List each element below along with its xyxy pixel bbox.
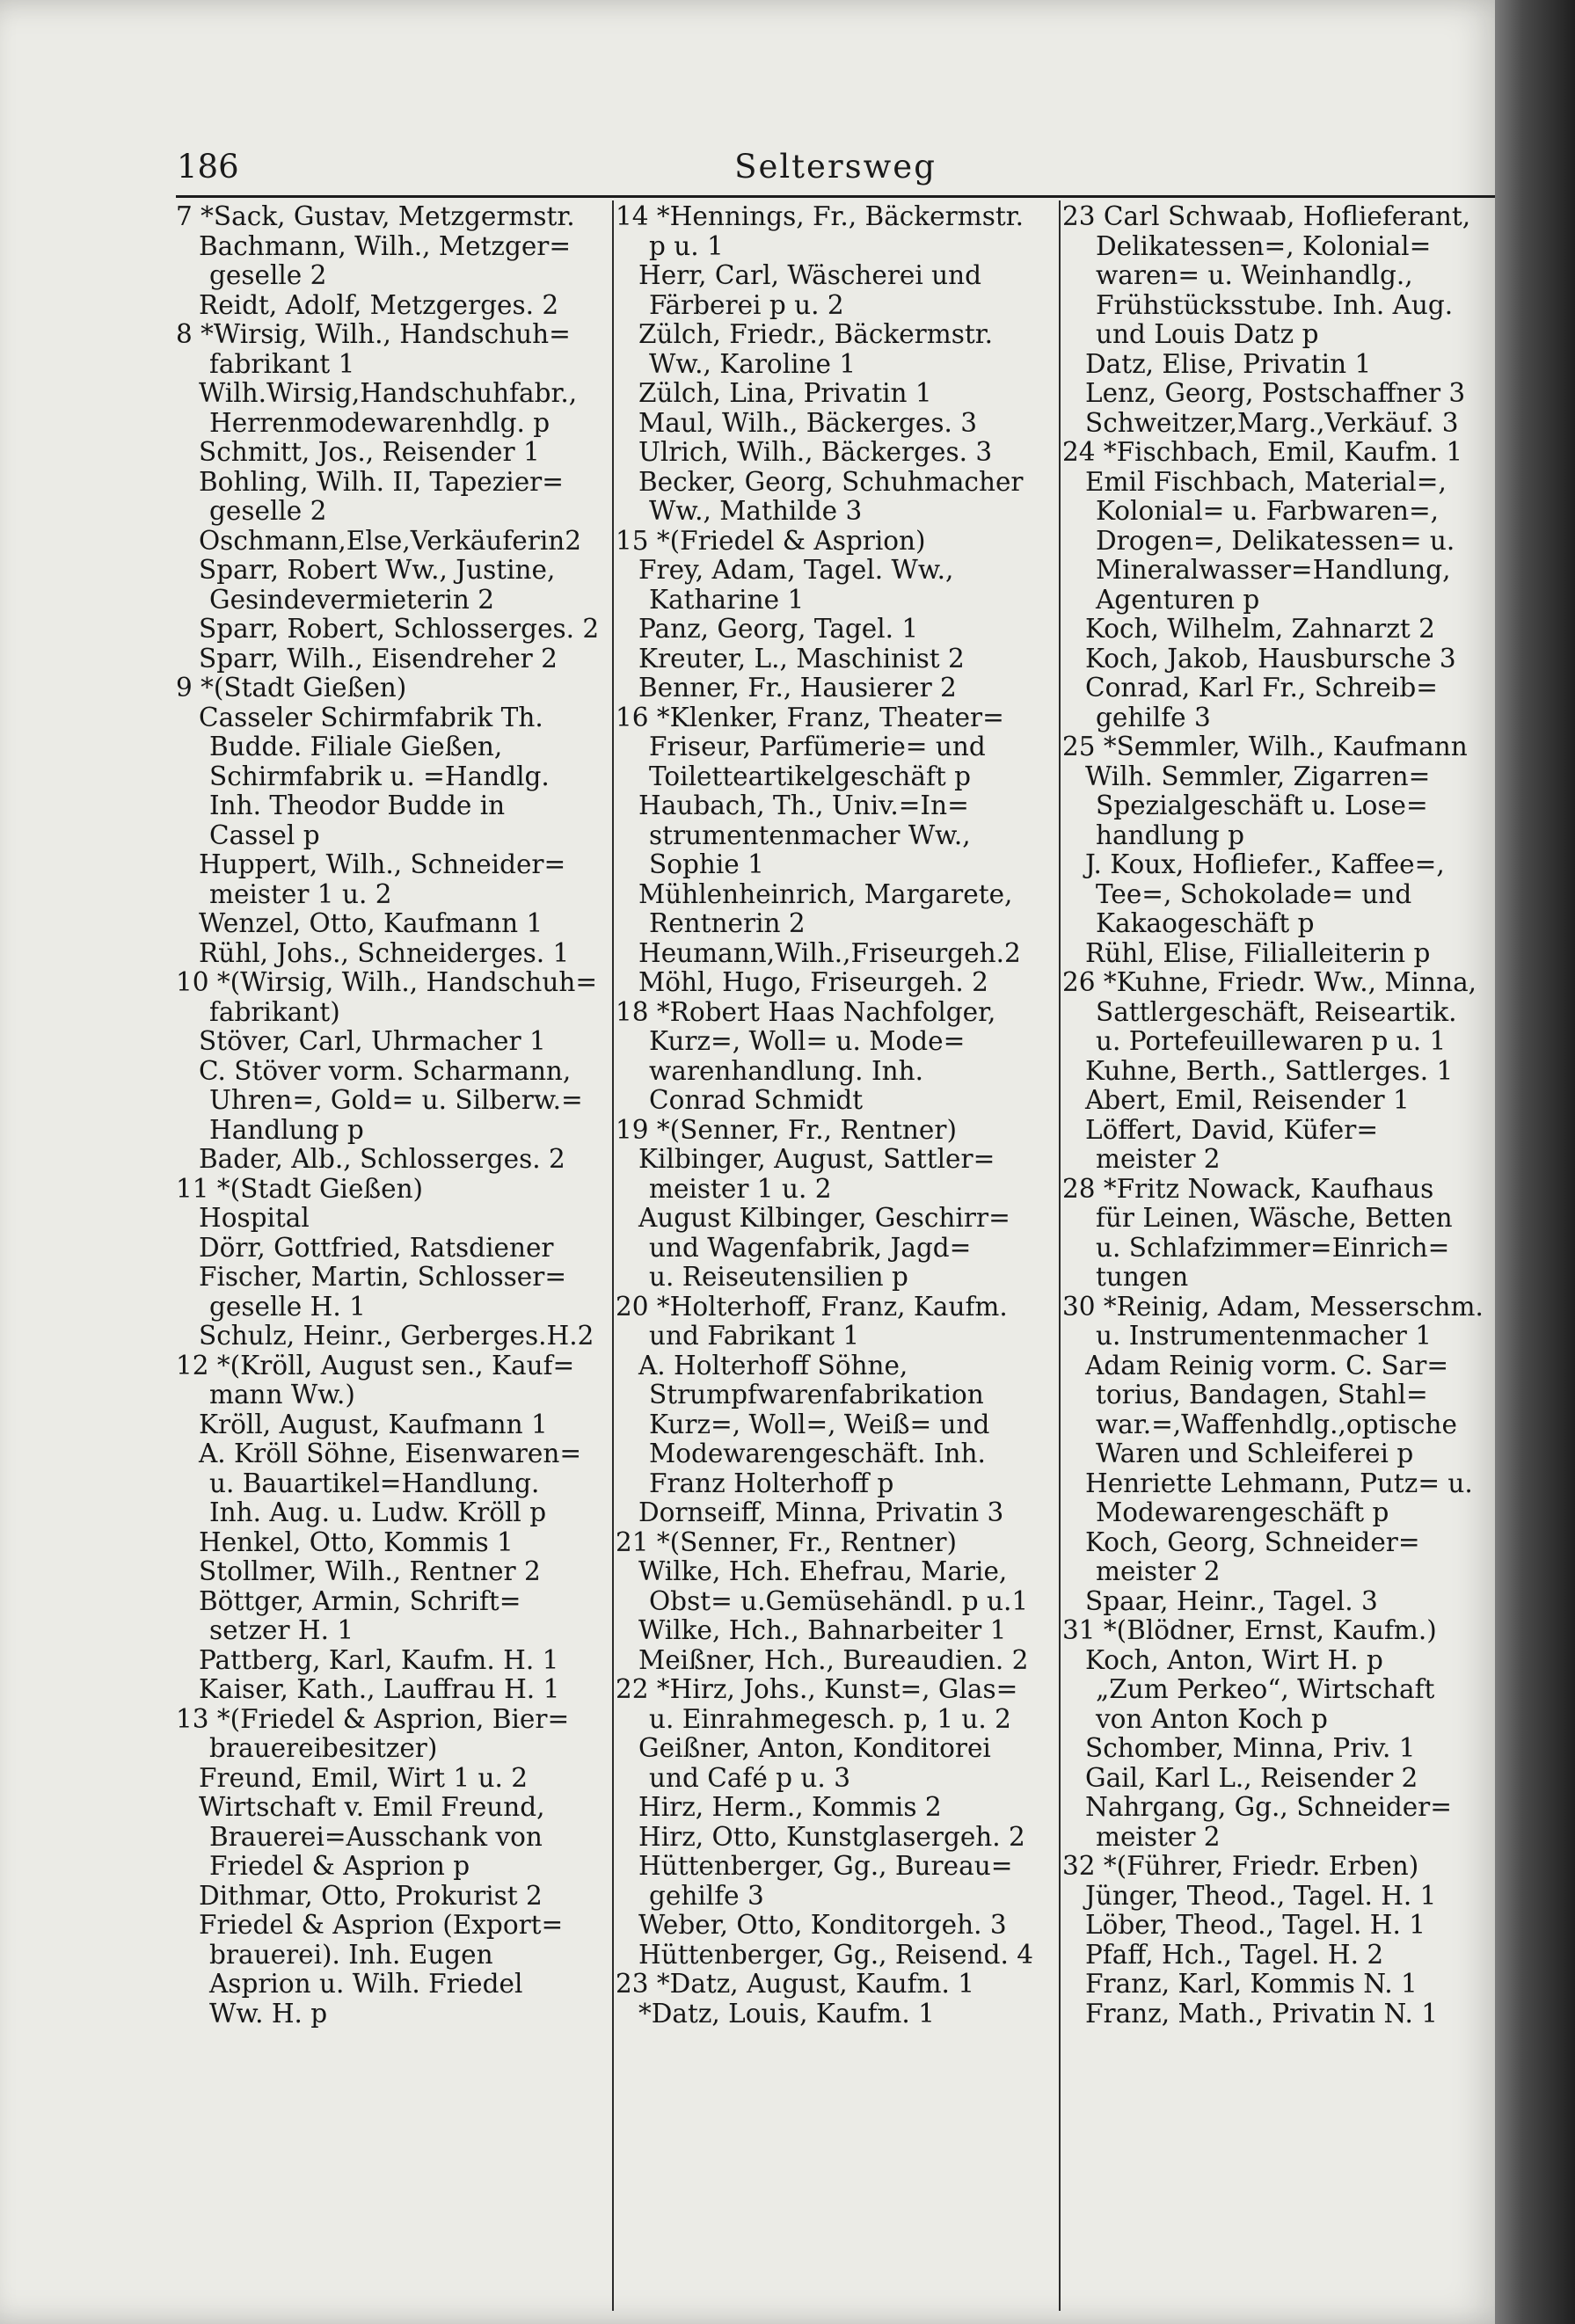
resident-entry: tungen <box>1096 1263 1189 1292</box>
resident-entry: Schulz, Heinr., Gerberges.H.2 <box>199 1322 594 1351</box>
resident-entry: Koch, Georg, Schneider= <box>1085 1527 1420 1557</box>
house-number-entry: 11 *(Stadt Gießen) <box>176 1174 424 1204</box>
resident-entry: Koch, Anton, Wirt H. p <box>1085 1645 1383 1675</box>
resident-entry: Heumann,Wilh.,Friseurgeh.2 <box>638 938 1021 968</box>
resident-entry: Hirz, Herm., Kommis 2 <box>638 1793 942 1822</box>
resident-entry: meister 2 <box>1096 1557 1221 1586</box>
resident-entry: Inh. Aug. u. Ludw. Kröll p <box>209 1498 547 1527</box>
resident-entry: von Anton Koch p <box>1096 1704 1328 1734</box>
resident-entry: Kurz=, Woll=, Weiß= und <box>649 1410 990 1439</box>
resident-entry: Waren und Schleiferei p <box>1096 1439 1414 1468</box>
resident-entry: Herr, Carl, Wäscherei und <box>638 261 982 290</box>
resident-entry: Wilke, Hch., Bahnarbeiter 1 <box>638 1616 1007 1645</box>
resident-entry: Dornseiff, Minna, Privatin 3 <box>638 1498 1004 1527</box>
resident-entry: Kolonial= u. Farbwaren=, <box>1096 497 1440 526</box>
resident-entry: Cassel p <box>209 820 320 850</box>
resident-entry: Friedel & Asprion p <box>209 1852 470 1881</box>
resident-entry: Drogen=, Delikatessen= u. <box>1096 526 1455 556</box>
resident-entry: Böttger, Armin, Schrift= <box>199 1586 521 1616</box>
resident-entry: Zülch, Lina, Privatin 1 <box>638 379 932 408</box>
resident-entry: Sattlergeschäft, Reiseartik. <box>1096 997 1457 1027</box>
resident-entry: Franz, Math., Privatin N. 1 <box>1085 1999 1438 2029</box>
house-number-entry: 24 *Fischbach, Emil, Kaufm. 1 <box>1062 438 1463 467</box>
resident-entry: Lenz, Georg, Postschaffner 3 <box>1085 379 1466 408</box>
resident-entry: Abert, Emil, Reisender 1 <box>1085 1086 1410 1115</box>
resident-entry: Sophie 1 <box>649 850 764 879</box>
resident-entry: Kilbinger, August, Sattler= <box>638 1145 995 1174</box>
resident-entry: Meißner, Hch., Bureaudien. 2 <box>638 1645 1029 1675</box>
resident-entry: Tee=, Schokolade= und <box>1096 879 1412 909</box>
resident-entry: Frühstücksstube. Inh. Aug. <box>1096 290 1454 320</box>
house-number-entry: 32 *(Führer, Friedr. Erben) <box>1062 1852 1419 1881</box>
resident-entry: A. Holterhoff Söhne, <box>638 1351 908 1381</box>
resident-entry: setzer H. 1 <box>209 1616 354 1645</box>
resident-entry: Toiletteartikelgeschäft p <box>649 761 972 791</box>
column-1 <box>176 202 609 2313</box>
resident-entry: *Datz, Louis, Kaufm. 1 <box>638 1999 935 2029</box>
resident-entry: Brauerei=Ausschank von <box>209 1822 543 1852</box>
resident-entry: Panz, Georg, Tagel. 1 <box>638 615 919 644</box>
resident-entry: Delikatessen=, Kolonial= <box>1096 231 1432 261</box>
house-number-entry: 14 *Hennings, Fr., Bäckermstr. <box>616 202 1024 231</box>
resident-entry: Zülch, Friedr., Bäckermstr. <box>638 320 993 349</box>
resident-entry: Dithmar, Otto, Prokurist 2 <box>199 1881 543 1911</box>
resident-entry: August Kilbinger, Geschirr= <box>638 1204 1010 1233</box>
resident-entry: Hirz, Otto, Kunstglasergeh. 2 <box>638 1822 1025 1852</box>
resident-entry: Rühl, Elise, Filialleiterin p <box>1085 938 1431 968</box>
resident-entry: handlung p <box>1096 820 1245 850</box>
resident-entry: p u. 1 <box>649 231 724 261</box>
resident-entry: Dörr, Gottfried, Ratsdiener <box>199 1233 554 1263</box>
resident-entry: mann Ww.) <box>209 1381 355 1410</box>
page-header <box>171 148 1499 200</box>
resident-entry: gehilfe 3 <box>649 1881 764 1911</box>
house-number-entry: 13 *(Friedel & Asprion, Bier= <box>176 1704 570 1734</box>
resident-entry: Emil Fischbach, Material=, <box>1085 467 1447 497</box>
resident-entry: Friseur, Parfümerie= und <box>649 732 986 761</box>
resident-entry: Hüttenberger, Gg., Reisend. 4 <box>638 1940 1033 1970</box>
resident-entry: Sparr, Wilh., Eisendreher 2 <box>199 644 558 674</box>
resident-entry: Maul, Wilh., Bäckerges. 3 <box>638 408 978 438</box>
resident-entry: Haubach, Th., Univ.=In= <box>638 791 969 820</box>
resident-entry: Bachmann, Wilh., Metzger= <box>199 231 572 261</box>
resident-entry: waren= u. Weinhandlg., <box>1096 261 1413 290</box>
house-number-entry: 16 *Klenker, Franz, Theater= <box>616 703 1004 732</box>
street-title: Seltersweg <box>734 148 937 186</box>
resident-entry: Handlung p <box>209 1115 364 1145</box>
resident-entry: Schirmfabrik u. =Handlg. <box>209 761 550 791</box>
resident-entry: Nahrgang, Gg., Schneider= <box>1085 1793 1452 1822</box>
resident-entry: Modewarengeschäft p <box>1096 1498 1389 1527</box>
house-number-entry: 7 *Sack, Gustav, Metzgermstr. <box>176 202 575 231</box>
resident-entry: Löber, Theod., Tagel. H. 1 <box>1085 1911 1426 1940</box>
resident-entry: Wilh.Wirsig,Handschuhfabr., <box>199 379 578 408</box>
resident-entry: C. Stöver vorm. Scharmann, <box>199 1056 572 1086</box>
house-number-entry: 21 *(Senner, Fr., Rentner) <box>616 1527 957 1557</box>
resident-entry: meister 2 <box>1096 1145 1221 1174</box>
resident-entry: u. Portefeuillewaren p u. 1 <box>1096 1027 1447 1056</box>
resident-entry: Pattberg, Karl, Kaufm. H. 1 <box>199 1645 559 1675</box>
resident-entry: Katharine 1 <box>649 585 805 615</box>
resident-entry: Stöver, Carl, Uhrmacher 1 <box>199 1027 546 1056</box>
house-number-entry: 30 *Reinig, Adam, Messerschm. <box>1062 1292 1484 1322</box>
resident-entry: strumentenmacher Ww., <box>649 820 971 850</box>
resident-entry: Ulrich, Wilh., Bäckerges. 3 <box>638 438 993 467</box>
resident-entry: Strumpfwarenfabrikation <box>649 1381 984 1410</box>
resident-entry: Freund, Emil, Wirt 1 u. 2 <box>199 1763 529 1793</box>
resident-entry: Löffert, David, Küfer= <box>1085 1115 1379 1145</box>
resident-entry: für Leinen, Wäsche, Betten <box>1096 1204 1453 1233</box>
resident-entry: Sparr, Robert Ww., Justine, <box>199 556 556 585</box>
resident-entry: Kurz=, Woll= u. Mode= <box>649 1027 966 1056</box>
resident-entry: u. Instrumentenmacher 1 <box>1096 1322 1433 1351</box>
resident-entry: Reidt, Adolf, Metzgerges. 2 <box>199 290 559 320</box>
resident-entry: Rühl, Johs., Schneiderges. 1 <box>199 938 570 968</box>
column-divider <box>612 200 614 2311</box>
resident-entry: Huppert, Wilh., Schneider= <box>199 850 566 879</box>
header-rule <box>176 195 1495 198</box>
resident-entry: Jünger, Theod., Tagel. H. 1 <box>1085 1881 1437 1911</box>
page-number: 186 <box>177 148 239 186</box>
resident-entry: Hüttenberger, Gg., Bureau= <box>638 1852 1013 1881</box>
resident-entry: Mühlenheinrich, Margarete, <box>638 879 1013 909</box>
resident-entry: Wirtschaft v. Emil Freund, <box>199 1793 545 1822</box>
resident-entry: war.=,Waffenhdlg.,optische <box>1096 1410 1457 1439</box>
resident-entry: Asprion u. Wilh. Friedel <box>209 1970 523 1999</box>
resident-entry: Spaar, Heinr., Tagel. 3 <box>1085 1586 1378 1616</box>
resident-entry: warenhandlung. Inh. <box>649 1056 923 1086</box>
resident-entry: A. Kröll Söhne, Eisenwaren= <box>199 1439 582 1468</box>
resident-entry: Sparr, Robert, Schlosserges. 2 <box>199 615 600 644</box>
resident-entry: Adam Reinig vorm. C. Sar= <box>1085 1351 1449 1381</box>
resident-entry: Geißner, Anton, Konditorei <box>638 1734 991 1763</box>
house-number-entry: 9 *(Stadt Gießen) <box>176 674 407 703</box>
resident-entry: Schweitzer,Marg.,Verkäuf. 3 <box>1085 408 1459 438</box>
resident-entry: Pfaff, Hch., Tagel. H. 2 <box>1085 1940 1384 1970</box>
house-number-entry: 19 *(Senner, Fr., Rentner) <box>616 1115 957 1145</box>
book-edge <box>1495 0 1575 2324</box>
resident-entry: u. Einrahmegesch. p, 1 u. 2 <box>649 1704 1011 1734</box>
resident-entry: und Fabrikant 1 <box>649 1322 860 1351</box>
house-number-entry: 8 *Wirsig, Wilh., Handschuh= <box>176 320 571 349</box>
resident-entry: Stollmer, Wilh., Rentner 2 <box>199 1557 541 1586</box>
resident-entry: Conrad, Karl Fr., Schreib= <box>1085 674 1438 703</box>
resident-entry: meister 1 u. 2 <box>209 879 392 909</box>
resident-entry: Budde. Filiale Gießen, <box>209 732 503 761</box>
resident-entry: meister 1 u. 2 <box>649 1174 832 1204</box>
house-number-entry: 12 *(Kröll, August sen., Kauf= <box>176 1351 575 1381</box>
resident-entry: Uhren=, Gold= u. Silberw.= <box>209 1086 583 1115</box>
resident-entry: geselle 2 <box>209 497 327 526</box>
resident-entry: und Louis Datz p <box>1096 320 1319 349</box>
resident-entry: Modewarengeschäft. Inh. <box>649 1439 986 1468</box>
resident-entry: Henkel, Otto, Kommis 1 <box>199 1527 514 1557</box>
resident-entry: Benner, Fr., Hausierer 2 <box>638 674 957 703</box>
resident-entry: Rentnerin 2 <box>649 909 806 938</box>
house-number-entry: 28 *Fritz Nowack, Kaufhaus <box>1062 1174 1434 1204</box>
resident-entry: Agenturen p <box>1096 585 1260 615</box>
resident-entry: Kakaogeschäft p <box>1096 909 1315 938</box>
resident-entry: Wilke, Hch. Ehefrau, Marie, <box>638 1557 1008 1586</box>
column-2 <box>616 202 1055 2313</box>
resident-entry: Gail, Karl L., Reisender 2 <box>1085 1763 1418 1793</box>
resident-entry: Franz Holterhoff p <box>649 1468 894 1498</box>
resident-entry: und Wagenfabrik, Jagd= <box>649 1233 972 1263</box>
resident-entry: Hospital <box>199 1204 310 1233</box>
house-number-entry: 20 *Holterhoff, Franz, Kaufm. <box>616 1292 1008 1322</box>
resident-entry: brauereibesitzer) <box>209 1734 438 1763</box>
resident-entry: fabrikant 1 <box>209 349 355 379</box>
resident-entry: „Zum Perkeo“, Wirtschaft <box>1096 1675 1435 1704</box>
resident-entry: Obst= u.Gemüsehändl. p u.1 <box>649 1586 1029 1616</box>
resident-entry: Gesindevermieterin 2 <box>209 585 495 615</box>
resident-entry: Wenzel, Otto, Kaufmann 1 <box>199 909 543 938</box>
resident-entry: torius, Bandagen, Stahl= <box>1096 1381 1428 1410</box>
resident-entry: Inh. Theodor Budde in <box>209 791 506 820</box>
resident-entry: brauerei). Inh. Eugen <box>209 1940 493 1970</box>
resident-entry: Ww., Mathilde 3 <box>649 497 863 526</box>
resident-entry: Schomber, Minna, Priv. 1 <box>1085 1734 1416 1763</box>
column-3 <box>1062 202 1502 2313</box>
resident-entry: Weber, Otto, Konditorgeh. 3 <box>638 1911 1007 1940</box>
resident-entry: J. Koux, Hofliefer., Kaffee=, <box>1085 850 1445 879</box>
resident-entry: Mineralwasser=Handlung, <box>1096 556 1451 585</box>
resident-entry: gehilfe 3 <box>1096 703 1211 732</box>
resident-entry: Frey, Adam, Tagel. Ww., <box>638 556 954 585</box>
resident-entry: geselle 2 <box>209 261 327 290</box>
resident-entry: fabrikant) <box>209 997 340 1027</box>
house-number-entry: 23 Carl Schwaab, Hoflieferant, <box>1062 202 1471 231</box>
resident-entry: Kaiser, Kath., Lauffrau H. 1 <box>199 1675 560 1704</box>
resident-entry: Conrad Schmidt <box>649 1086 864 1115</box>
resident-entry: Becker, Georg, Schuhmacher <box>638 467 1024 497</box>
house-number-entry: 10 *(Wirsig, Wilh., Handschuh= <box>176 968 598 997</box>
resident-entry: u. Schlafzimmer=Einrich= <box>1096 1233 1450 1263</box>
resident-entry: Kröll, August, Kaufmann 1 <box>199 1410 548 1439</box>
resident-entry: Kreuter, L., Maschinist 2 <box>638 644 965 674</box>
resident-entry: u. Reiseutensilien p <box>649 1263 908 1292</box>
resident-entry: Wilh. Semmler, Zigarren= <box>1085 761 1431 791</box>
resident-entry: Koch, Jakob, Hausbursche 3 <box>1085 644 1456 674</box>
house-number-entry: 23 *Datz, August, Kaufm. 1 <box>616 1970 975 1999</box>
resident-entry: Oschmann,Else,Verkäuferin2 <box>199 526 582 556</box>
house-number-entry: 18 *Robert Haas Nachfolger, <box>616 997 996 1027</box>
resident-entry: und Café p u. 3 <box>649 1763 850 1793</box>
resident-entry: geselle H. 1 <box>209 1292 366 1322</box>
resident-entry: Franz, Karl, Kommis N. 1 <box>1085 1970 1418 1999</box>
resident-entry: Kuhne, Berth., Sattlerges. 1 <box>1085 1056 1454 1086</box>
house-number-entry: 26 *Kuhne, Friedr. Ww., Minna, <box>1062 968 1477 997</box>
resident-entry: Bohling, Wilh. II, Tapezier= <box>199 467 565 497</box>
house-number-entry: 22 *Hirz, Johs., Kunst=, Glas= <box>616 1675 1018 1704</box>
resident-entry: Ww. H. p <box>209 1999 328 2029</box>
resident-entry: Färberei p u. 2 <box>649 290 844 320</box>
resident-entry: Fischer, Martin, Schlosser= <box>199 1263 567 1292</box>
resident-entry: Schmitt, Jos., Reisender 1 <box>199 438 540 467</box>
house-number-entry: 15 *(Friedel & Asprion) <box>616 526 926 556</box>
resident-entry: Henriette Lehmann, Putz= u. <box>1085 1468 1473 1498</box>
house-number-entry: 31 *(Blödner, Ernst, Kaufm.) <box>1062 1616 1437 1645</box>
resident-entry: Koch, Wilhelm, Zahnarzt 2 <box>1085 615 1435 644</box>
resident-entry: Herrenmodewarenhdlg. p <box>209 408 551 438</box>
resident-entry: Möhl, Hugo, Friseurgeh. 2 <box>638 968 988 997</box>
resident-entry: Spezialgeschäft u. Lose= <box>1096 791 1428 820</box>
resident-entry: Bader, Alb., Schlosserges. 2 <box>199 1145 565 1174</box>
resident-entry: Friedel & Asprion (Export= <box>199 1911 564 1940</box>
resident-entry: Datz, Elise, Privatin 1 <box>1085 349 1372 379</box>
resident-entry: Ww., Karoline 1 <box>649 349 857 379</box>
resident-entry: meister 2 <box>1096 1822 1221 1852</box>
house-number-entry: 25 *Semmler, Wilh., Kaufmann <box>1062 732 1468 761</box>
resident-entry: Casseler Schirmfabrik Th. <box>199 703 543 732</box>
resident-entry: u. Bauartikel=Handlung. <box>209 1468 540 1498</box>
column-divider <box>1059 200 1061 2311</box>
